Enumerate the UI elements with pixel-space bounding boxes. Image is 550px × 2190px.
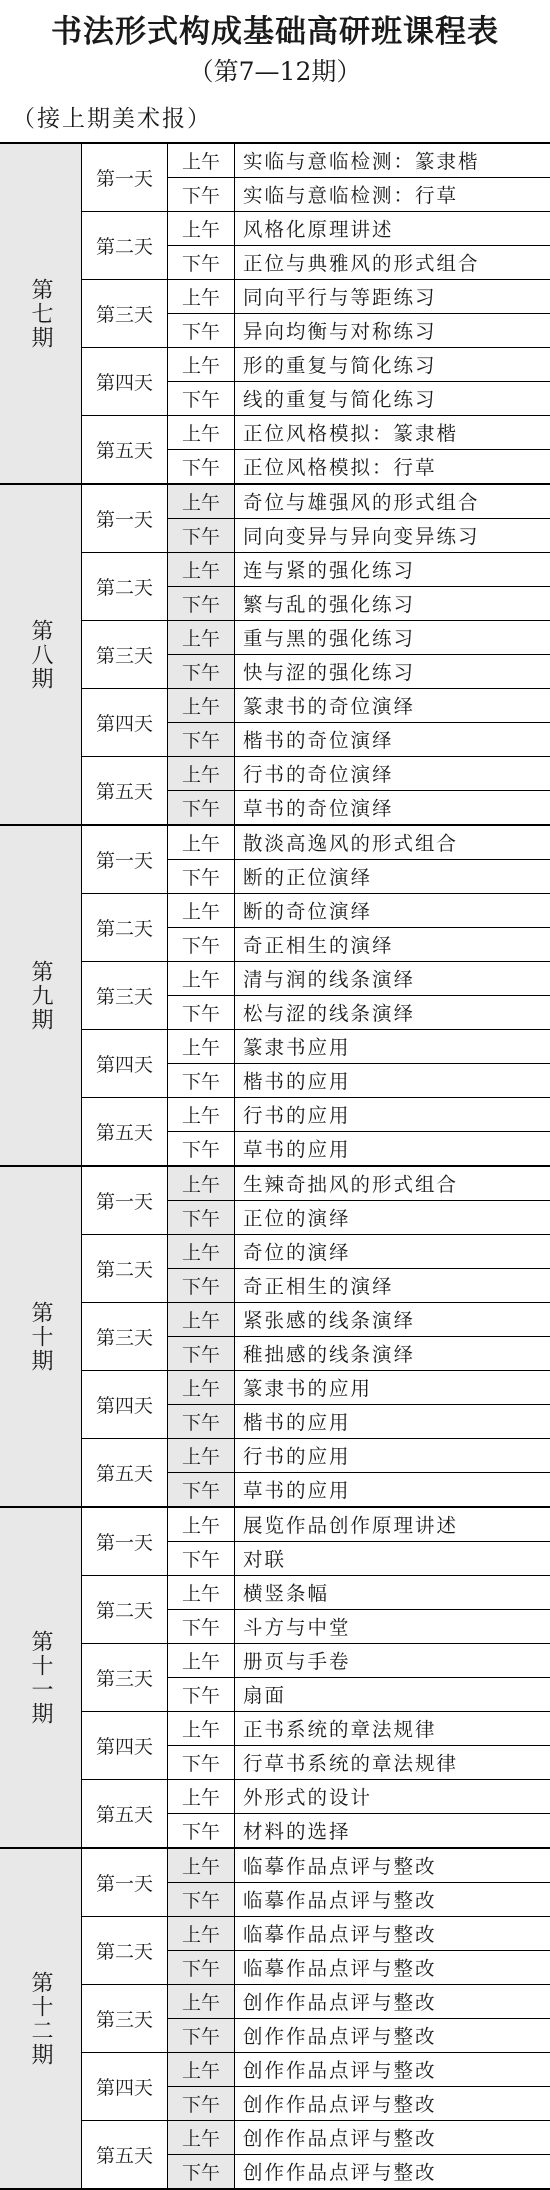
- day-label: 第二天: [82, 894, 168, 961]
- session-time: 上午: [168, 1985, 235, 2018]
- day-label: 第一天: [82, 826, 168, 893]
- day-block: [82, 1030, 550, 1098]
- period-block: [0, 144, 550, 485]
- session-row: [168, 1576, 550, 1610]
- day-label: 第四天: [82, 348, 168, 415]
- session-time: 上午: [168, 826, 235, 859]
- session-time: 下午: [168, 246, 235, 280]
- session-time: 上午: [168, 1849, 235, 1882]
- session-topic: 生辣奇拙风的形式组合: [243, 1173, 459, 1197]
- day-block: [82, 826, 550, 894]
- period-block: [0, 1508, 550, 1849]
- session-row: [168, 1303, 550, 1337]
- session-row: [168, 1780, 550, 1814]
- day-sessions: [168, 689, 550, 756]
- session-time: 下午: [168, 2019, 235, 2053]
- session-time: 下午: [168, 1405, 235, 1439]
- session-row: [168, 519, 550, 553]
- session-row: [168, 1235, 550, 1269]
- session-row: [168, 1849, 550, 1883]
- session-row: [168, 416, 550, 450]
- session-topic: 行书的奇位演绎: [243, 763, 394, 787]
- day-block: [82, 1167, 550, 1235]
- session-topic: 材料的选择: [243, 1820, 351, 1844]
- day-block: [82, 1303, 550, 1371]
- session-time: 下午: [168, 996, 235, 1030]
- session-row: [168, 144, 550, 178]
- session-topic: 正位风格模拟：行草: [243, 456, 437, 480]
- period-block: [0, 1849, 550, 2188]
- session-time: 上午: [168, 1917, 235, 1950]
- session-row: [168, 1917, 550, 1951]
- session-row: [168, 1814, 550, 1848]
- session-topic: 松与涩的线条演绎: [243, 1002, 416, 1026]
- session-row: [168, 1167, 550, 1201]
- session-topic: 楷书的应用: [243, 1070, 351, 1094]
- session-topic: 奇位的演绎: [243, 1241, 351, 1265]
- session-topic: 对联: [243, 1548, 287, 1572]
- session-topic: 篆隶书应用: [243, 1036, 351, 1060]
- session-topic: 形的重复与简化练习: [243, 354, 437, 378]
- page-subtitle: （第7—12期）: [188, 57, 362, 86]
- day-block: [82, 962, 550, 1030]
- day-sessions: [168, 553, 550, 620]
- session-time: 下午: [168, 1883, 235, 1917]
- day-sessions: [168, 212, 550, 279]
- session-row: [168, 314, 550, 348]
- session-topic: 创作作品点评与整改: [243, 2161, 437, 2185]
- session-row: [168, 1951, 550, 1985]
- session-time: 上午: [168, 1235, 235, 1268]
- session-topic: 断的奇位演绎: [243, 900, 373, 924]
- session-topic: 快与涩的强化练习: [243, 661, 416, 685]
- session-row: [168, 587, 550, 621]
- session-time: 下午: [168, 382, 235, 416]
- day-block: [82, 280, 550, 348]
- day-block: [82, 1780, 550, 1847]
- session-topic: 正书系统的章法规律: [243, 1718, 437, 1742]
- session-time: 下午: [168, 928, 235, 962]
- period-days: [82, 1167, 550, 1506]
- day-label: 第三天: [82, 280, 168, 347]
- session-time: 上午: [168, 2053, 235, 2086]
- day-block: [82, 621, 550, 689]
- period-days: [82, 485, 550, 824]
- session-row: [168, 621, 550, 655]
- day-block: [82, 1849, 550, 1917]
- session-time: 上午: [168, 144, 235, 177]
- period-days: [82, 1508, 550, 1847]
- session-time: 上午: [168, 962, 235, 995]
- session-topic: 风格化原理讲述: [243, 218, 394, 242]
- session-time: 上午: [168, 553, 235, 586]
- day-block: [82, 2053, 550, 2121]
- session-row: [168, 1746, 550, 1780]
- session-time: 上午: [168, 1371, 235, 1404]
- session-topic: 临摹作品点评与整改: [243, 1889, 437, 1913]
- day-label: 第五天: [82, 757, 168, 824]
- day-label: 第五天: [82, 2121, 168, 2188]
- session-topic: 同向变异与异向变异练习: [243, 525, 480, 549]
- session-topic: 清与润的线条演绎: [243, 968, 416, 992]
- session-row: [168, 1098, 550, 1132]
- session-row: [168, 1985, 550, 2019]
- session-topic: 册页与手卷: [243, 1650, 351, 1674]
- session-topic: 繁与乱的强化练习: [243, 593, 416, 617]
- day-sessions: [168, 826, 550, 893]
- day-block: [82, 348, 550, 416]
- session-topic: 斗方与中堂: [243, 1616, 351, 1640]
- session-topic: 正位风格模拟：篆隶楷: [243, 422, 459, 446]
- period-label: 第八期: [28, 618, 53, 691]
- day-label: 第一天: [82, 1508, 168, 1575]
- session-time: 上午: [168, 1780, 235, 1813]
- period-label: 第十期: [28, 1300, 53, 1373]
- period-days: [82, 1849, 550, 2188]
- session-time: 上午: [168, 757, 235, 790]
- session-topic: 同向平行与等距练习: [243, 286, 437, 310]
- session-time: 上午: [168, 1644, 235, 1677]
- session-row: [168, 1132, 550, 1166]
- session-row: [168, 2019, 550, 2053]
- period-label: 第七期: [28, 277, 53, 350]
- session-topic: 行书的应用: [243, 1104, 351, 1128]
- session-row: [168, 1439, 550, 1473]
- day-block: [82, 416, 550, 483]
- session-topic: 草书的奇位演绎: [243, 797, 394, 821]
- session-row: [168, 894, 550, 928]
- session-time: 下午: [168, 450, 235, 484]
- session-row: [168, 860, 550, 894]
- session-topic: 连与紧的强化练习: [243, 559, 416, 583]
- day-block: [82, 1917, 550, 1985]
- session-time: 下午: [168, 2087, 235, 2121]
- day-label: 第一天: [82, 144, 168, 211]
- day-block: [82, 1371, 550, 1439]
- session-time: 上午: [168, 621, 235, 654]
- session-topic: 奇正相生的演绎: [243, 1275, 394, 1299]
- day-block: [82, 1235, 550, 1303]
- session-topic: 扇面: [243, 1684, 287, 1708]
- day-sessions: [168, 1098, 550, 1165]
- session-time: 下午: [168, 314, 235, 348]
- session-topic: 正位的演绎: [243, 1207, 351, 1231]
- session-row: [168, 689, 550, 723]
- session-topic: 创作作品点评与整改: [243, 2059, 437, 2083]
- session-time: 下午: [168, 860, 235, 894]
- day-block: [82, 1644, 550, 1712]
- day-sessions: [168, 1235, 550, 1302]
- day-sessions: [168, 1644, 550, 1711]
- period-days: [82, 144, 550, 483]
- session-time: 下午: [168, 1610, 235, 1644]
- session-row: [168, 1508, 550, 1542]
- day-block: [82, 485, 550, 553]
- day-label: 第四天: [82, 1030, 168, 1097]
- session-topic: 奇正相生的演绎: [243, 934, 394, 958]
- session-time: 下午: [168, 1473, 235, 1507]
- day-label: 第三天: [82, 621, 168, 688]
- session-row: [168, 826, 550, 860]
- day-label: 第一天: [82, 485, 168, 552]
- session-row: [168, 553, 550, 587]
- session-time: 下午: [168, 723, 235, 757]
- day-sessions: [168, 485, 550, 552]
- session-time: 上午: [168, 485, 235, 518]
- session-topic: 创作作品点评与整改: [243, 2127, 437, 2151]
- session-time: 下午: [168, 1746, 235, 1780]
- session-time: 下午: [168, 178, 235, 212]
- period-cell: [0, 144, 82, 483]
- day-sessions: [168, 1780, 550, 1847]
- day-label: 第五天: [82, 1439, 168, 1506]
- session-topic: 创作作品点评与整改: [243, 1991, 437, 2015]
- session-row: [168, 757, 550, 791]
- day-label: 第四天: [82, 1371, 168, 1438]
- session-time: 上午: [168, 212, 235, 245]
- session-time: 上午: [168, 1167, 235, 1200]
- source-note: （接上期美术报）: [12, 106, 212, 132]
- session-topic: 行书的应用: [243, 1445, 351, 1469]
- session-topic: 外形式的设计: [243, 1786, 373, 1810]
- day-label: 第三天: [82, 1985, 168, 2052]
- session-time: 下午: [168, 1132, 235, 1166]
- day-sessions: [168, 1030, 550, 1097]
- session-topic: 横竖条幅: [243, 1582, 330, 1606]
- session-row: [168, 1678, 550, 1712]
- session-row: [168, 450, 550, 484]
- session-topic: 断的正位演绎: [243, 866, 373, 890]
- session-row: [168, 2155, 550, 2189]
- period-label: 第九期: [28, 959, 53, 1032]
- day-label: 第四天: [82, 1712, 168, 1779]
- session-row: [168, 1030, 550, 1064]
- session-topic: 散淡高逸风的形式组合: [243, 832, 459, 856]
- day-label: 第三天: [82, 1644, 168, 1711]
- period-label: 第十一期: [28, 1629, 53, 1726]
- session-topic: 草书的应用: [243, 1479, 351, 1503]
- day-sessions: [168, 348, 550, 415]
- session-row: [168, 996, 550, 1030]
- session-row: [168, 485, 550, 519]
- session-row: [168, 928, 550, 962]
- day-block: [82, 1508, 550, 1576]
- session-row: [168, 212, 550, 246]
- day-block: [82, 894, 550, 962]
- session-time: 上午: [168, 1303, 235, 1336]
- session-topic: 创作作品点评与整改: [243, 2025, 437, 2049]
- period-cell: [0, 1849, 82, 2188]
- day-label: 第五天: [82, 1098, 168, 1165]
- session-topic: 异向均衡与对称练习: [243, 320, 437, 344]
- session-time: 下午: [168, 1201, 235, 1235]
- session-topic: 紧张感的线条演绎: [243, 1309, 416, 1333]
- session-time: 下午: [168, 1678, 235, 1712]
- day-sessions: [168, 2121, 550, 2188]
- period-block: [0, 1167, 550, 1508]
- session-row: [168, 2087, 550, 2121]
- session-time: 下午: [168, 519, 235, 553]
- session-topic: 稚拙感的线条演绎: [243, 1343, 416, 1367]
- session-time: 下午: [168, 2155, 235, 2189]
- session-row: [168, 1712, 550, 1746]
- session-topic: 楷书的应用: [243, 1411, 351, 1435]
- day-label: 第三天: [82, 962, 168, 1029]
- session-row: [168, 723, 550, 757]
- session-row: [168, 178, 550, 212]
- session-row: [168, 1269, 550, 1303]
- session-topic: 奇位与雄强风的形式组合: [243, 491, 480, 515]
- session-time: 上午: [168, 416, 235, 449]
- day-label: 第二天: [82, 553, 168, 620]
- session-time: 下午: [168, 587, 235, 621]
- session-time: 下午: [168, 1064, 235, 1098]
- session-time: 上午: [168, 1030, 235, 1063]
- session-row: [168, 246, 550, 280]
- session-topic: 创作作品点评与整改: [243, 2093, 437, 2117]
- period-block: [0, 826, 550, 1167]
- period-label: 第十二期: [28, 1970, 53, 2067]
- session-time: 下午: [168, 1337, 235, 1371]
- session-time: 上午: [168, 689, 235, 722]
- day-label: 第二天: [82, 1917, 168, 1984]
- day-label: 第二天: [82, 1576, 168, 1643]
- session-row: [168, 1064, 550, 1098]
- session-topic: 楷书的奇位演绎: [243, 729, 394, 753]
- session-row: [168, 1610, 550, 1644]
- session-row: [168, 1644, 550, 1678]
- day-label: 第二天: [82, 1235, 168, 1302]
- session-topic: 重与黑的强化练习: [243, 627, 416, 651]
- session-time: 上午: [168, 1712, 235, 1745]
- session-topic: 展览作品创作原理讲述: [243, 1514, 459, 1538]
- session-time: 上午: [168, 1098, 235, 1131]
- day-label: 第五天: [82, 1780, 168, 1847]
- session-row: [168, 1337, 550, 1371]
- day-sessions: [168, 1303, 550, 1370]
- session-topic: 实临与意临检测：行草: [243, 184, 459, 208]
- session-topic: 线的重复与简化练习: [243, 388, 437, 412]
- day-label: 第三天: [82, 1303, 168, 1370]
- day-label: 第二天: [82, 212, 168, 279]
- period-cell: [0, 1508, 82, 1847]
- day-sessions: [168, 144, 550, 211]
- session-row: [168, 2121, 550, 2155]
- day-sessions: [168, 1849, 550, 1916]
- session-topic: 篆隶书的奇位演绎: [243, 695, 416, 719]
- day-block: [82, 144, 550, 212]
- session-row: [168, 655, 550, 689]
- period-days: [82, 826, 550, 1165]
- day-sessions: [168, 962, 550, 1029]
- day-block: [82, 553, 550, 621]
- session-topic: 临摹作品点评与整改: [243, 1855, 437, 1879]
- day-label: 第一天: [82, 1167, 168, 1234]
- day-block: [82, 689, 550, 757]
- session-time: 上午: [168, 2121, 235, 2154]
- session-row: [168, 791, 550, 825]
- day-block: [82, 1985, 550, 2053]
- period-cell: [0, 1167, 82, 1506]
- day-block: [82, 2121, 550, 2188]
- schedule-table: [0, 142, 550, 2190]
- day-block: [82, 757, 550, 824]
- session-time: 下午: [168, 655, 235, 689]
- day-sessions: [168, 1576, 550, 1643]
- session-row: [168, 1542, 550, 1576]
- day-block: [82, 1098, 550, 1165]
- day-block: [82, 212, 550, 280]
- day-label: 第一天: [82, 1849, 168, 1916]
- day-sessions: [168, 280, 550, 347]
- day-sessions: [168, 1508, 550, 1575]
- page-title: 书法形式构成基础高研班课程表: [51, 14, 499, 50]
- session-row: [168, 1473, 550, 1507]
- day-sessions: [168, 757, 550, 824]
- session-row: [168, 962, 550, 996]
- day-sessions: [168, 2053, 550, 2120]
- session-row: [168, 1371, 550, 1405]
- session-time: 下午: [168, 1269, 235, 1303]
- session-time: 上午: [168, 894, 235, 927]
- session-topic: 篆隶书的应用: [243, 1377, 373, 1401]
- session-topic: 实临与意临检测：篆隶楷: [243, 150, 480, 174]
- day-label: 第四天: [82, 689, 168, 756]
- period-cell: [0, 826, 82, 1165]
- session-time: 上午: [168, 1439, 235, 1472]
- session-topic: 正位与典雅风的形式组合: [243, 252, 480, 276]
- session-row: [168, 1405, 550, 1439]
- session-row: [168, 2053, 550, 2087]
- day-sessions: [168, 621, 550, 688]
- day-sessions: [168, 1439, 550, 1506]
- session-time: 上午: [168, 280, 235, 313]
- session-row: [168, 382, 550, 416]
- day-sessions: [168, 416, 550, 483]
- session-topic: 临摹作品点评与整改: [243, 1957, 437, 1981]
- session-row: [168, 1883, 550, 1917]
- day-sessions: [168, 1917, 550, 1984]
- day-sessions: [168, 1167, 550, 1234]
- session-time: 上午: [168, 1576, 235, 1609]
- day-label: 第四天: [82, 2053, 168, 2120]
- day-block: [82, 1439, 550, 1506]
- session-topic: 草书的应用: [243, 1138, 351, 1162]
- session-time: 下午: [168, 1542, 235, 1576]
- session-time: 下午: [168, 1814, 235, 1848]
- session-row: [168, 280, 550, 314]
- day-sessions: [168, 1371, 550, 1438]
- session-row: [168, 1201, 550, 1235]
- day-block: [82, 1712, 550, 1780]
- day-label: 第五天: [82, 416, 168, 483]
- session-time: 上午: [168, 1508, 235, 1541]
- day-sessions: [168, 894, 550, 961]
- day-sessions: [168, 1712, 550, 1779]
- day-sessions: [168, 1985, 550, 2052]
- session-topic: 行草书系统的章法规律: [243, 1752, 459, 1776]
- period-cell: [0, 485, 82, 824]
- day-block: [82, 1576, 550, 1644]
- session-time: 下午: [168, 791, 235, 825]
- session-topic: 临摹作品点评与整改: [243, 1923, 437, 1947]
- period-block: [0, 485, 550, 826]
- session-row: [168, 348, 550, 382]
- session-time: 上午: [168, 348, 235, 381]
- session-time: 下午: [168, 1951, 235, 1985]
